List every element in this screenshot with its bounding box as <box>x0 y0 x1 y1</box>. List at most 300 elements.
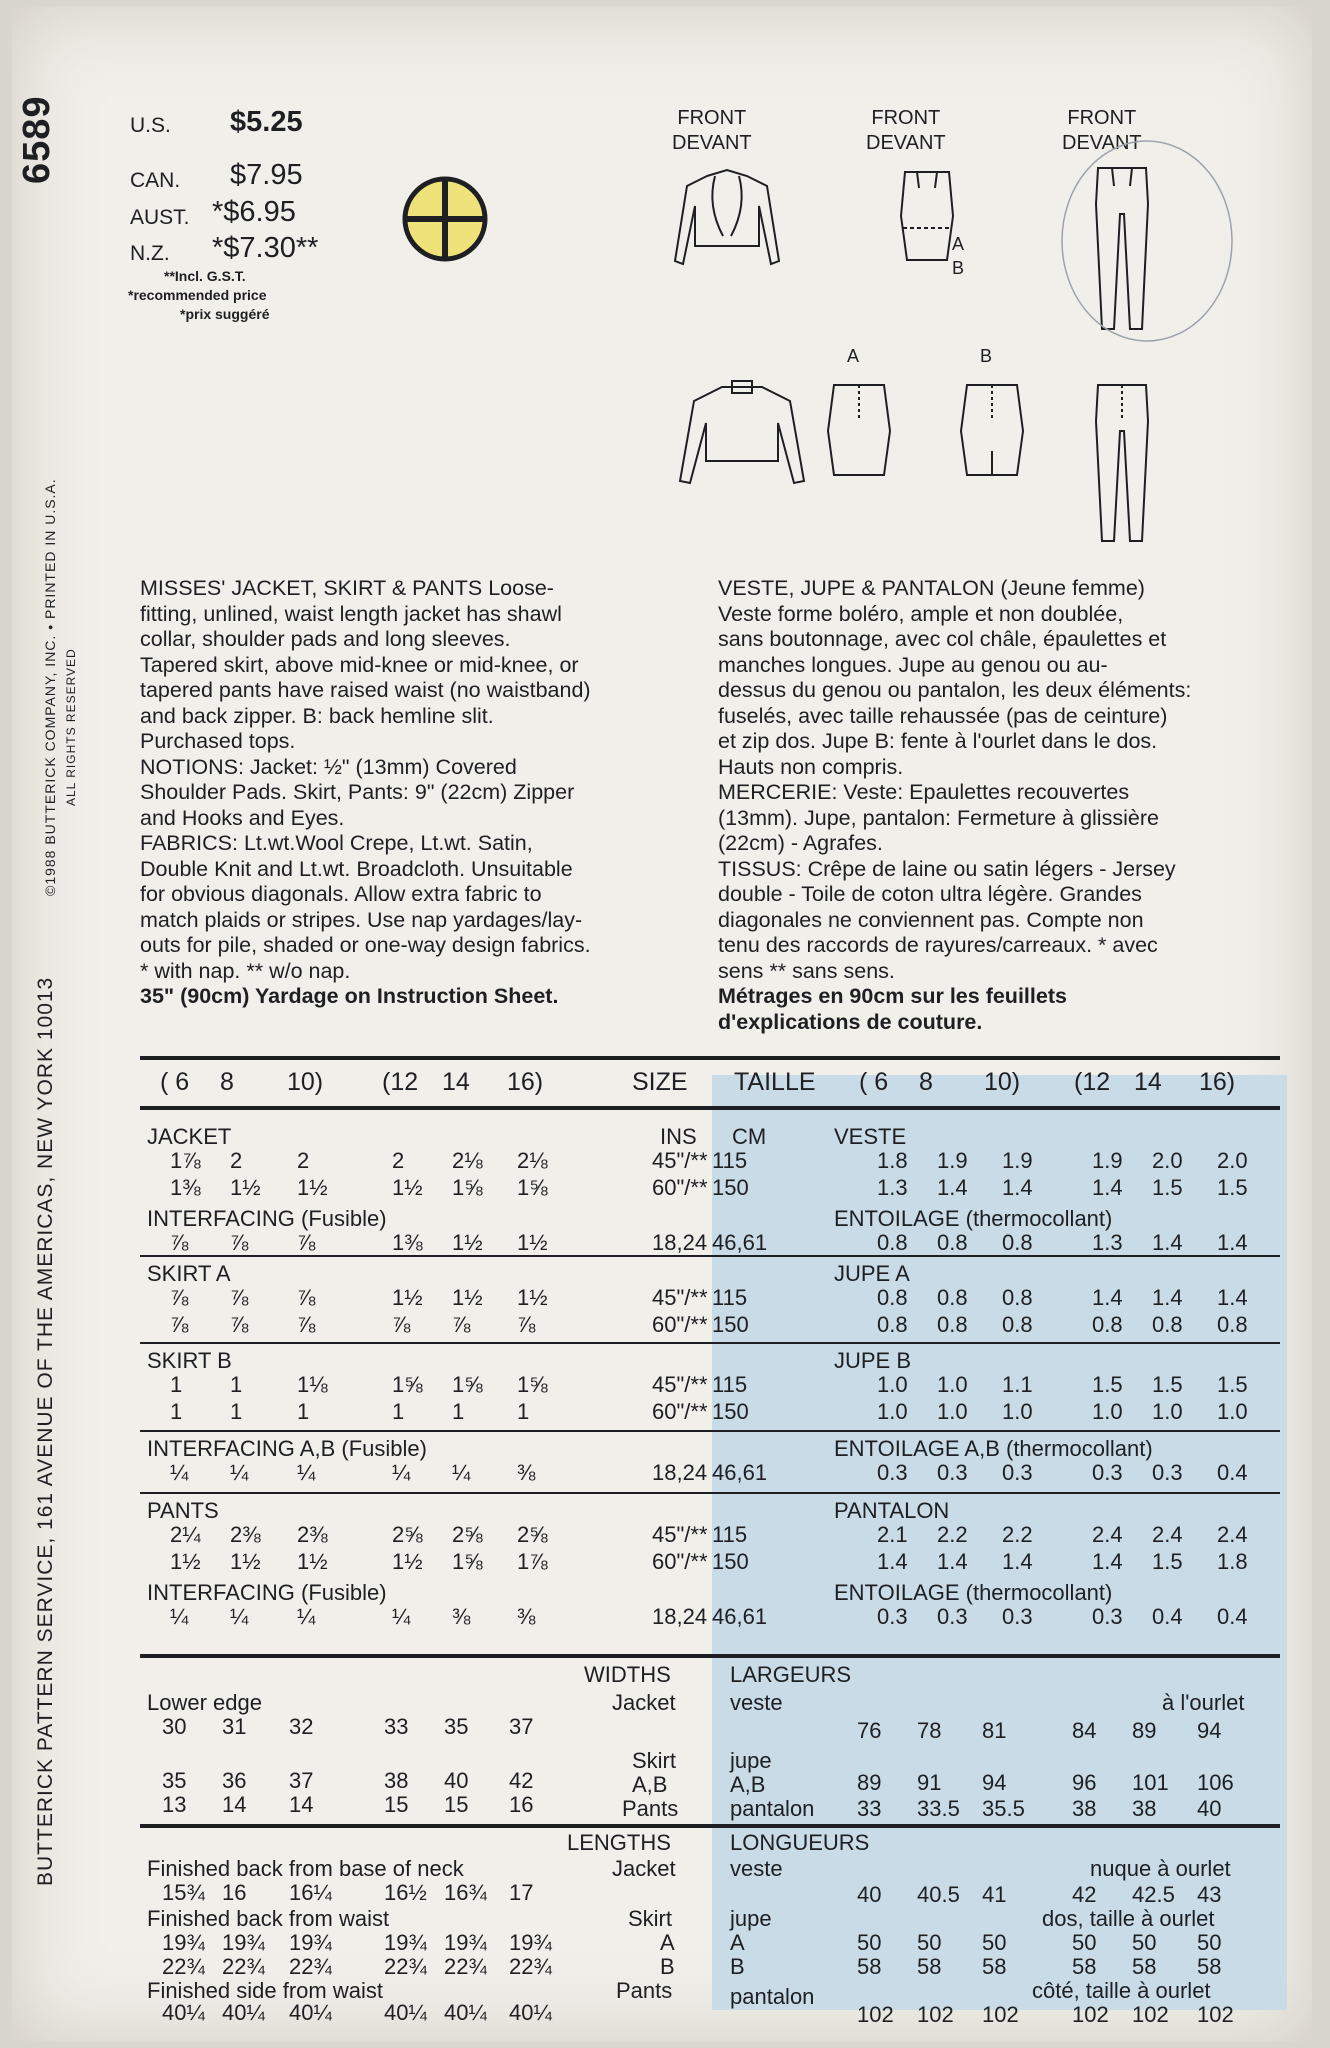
yardage-metric-value: 1.4 <box>1002 1549 1033 1574</box>
unit-cm: CM <box>732 1124 767 1149</box>
yardage-metric-value: 1.5 <box>1152 1549 1183 1574</box>
side-label-fr: côté, taille à ourlet <box>1032 1978 1211 2003</box>
yardage-us-value: ¼ <box>230 1604 249 1629</box>
yardage-us-value: 1⅜ <box>170 1175 201 1200</box>
width-jacket-in: 32 <box>289 1714 314 1739</box>
section-divider <box>140 1255 1280 1257</box>
width-jacket-in: 37 <box>509 1714 534 1739</box>
yardage-us-value: 2⅝ <box>392 1522 423 1547</box>
pencil-circle-mark <box>1057 136 1237 351</box>
yardage-metric-value: 1.9 <box>1092 1148 1123 1173</box>
width-pants-in: 14 <box>289 1792 314 1817</box>
waist-label-en: Finished back from waist <box>147 1906 390 1931</box>
size-header-us: ( 6 <box>160 1068 190 1096</box>
side-label-en: Finished side from waist <box>147 1978 383 2003</box>
section-label-en: INTERFACING A,B (Fusible) <box>147 1436 427 1461</box>
widths-jacket-en: Jacket <box>612 1690 676 1715</box>
fabric-width-in: 18,24 <box>652 1230 708 1255</box>
size-header-us: 14 <box>442 1068 470 1096</box>
fabric-width-cm: 115 <box>712 1372 748 1397</box>
width-skirt-in: 35 <box>162 1768 187 1793</box>
width-pants-in: 15 <box>384 1792 409 1817</box>
yardage-us-value: 1 <box>230 1399 243 1424</box>
yardage-metric-value: 0.3 <box>1152 1460 1183 1485</box>
pattern-envelope-back <box>12 6 1312 2042</box>
yardage-us-value: ⅞ <box>230 1312 249 1337</box>
fabric-width-cm: 115 <box>712 1148 748 1173</box>
section-label-fr: JUPE A <box>834 1261 910 1286</box>
yardage-us-value: 2⅛ <box>517 1148 548 1173</box>
yardage-us-value: 2 <box>297 1148 310 1173</box>
width-jacket-cm: 84 <box>1072 1718 1097 1743</box>
rights-line: ALL RIGHTS RESERVED <box>64 648 78 806</box>
section-label-fr: PANTALON <box>834 1498 950 1523</box>
yardage-us-value: 1⅝ <box>392 1372 423 1397</box>
yardage-metric-value: 0.8 <box>877 1312 908 1337</box>
width-jacket-cm: 89 <box>1132 1718 1157 1743</box>
lengths-jacket-fr: veste <box>730 1856 783 1881</box>
length-jacket-cm: 40 <box>857 1882 882 1907</box>
yardage-metric-value: 2.4 <box>1217 1522 1248 1547</box>
length-skirt-b-in: 22¾ <box>384 1954 427 1979</box>
section-label-fr: ENTOILAGE A,B (thermocollant) <box>834 1436 1153 1461</box>
length-a-label-fr: A <box>730 1930 745 1955</box>
widths-skirt-fr: jupe <box>730 1748 772 1773</box>
length-jacket-cm: 41 <box>982 1882 1007 1907</box>
yardage-us-value: ⅞ <box>230 1230 249 1255</box>
size-header-us: 8 <box>220 1068 234 1096</box>
yardage-metric-value: 2.4 <box>1152 1522 1183 1547</box>
yardage-us-value: 1⅞ <box>517 1549 548 1574</box>
yardage-metric-value: 1.4 <box>877 1549 908 1574</box>
publisher-address: BUTTERICK PATTERN SERVICE, 161 AVENUE OF THE AMERICAS, NEW YORK 10013 <box>34 976 57 1886</box>
width-jacket-in: 33 <box>384 1714 409 1739</box>
length-skirt-b-cm: 58 <box>1197 1954 1222 1979</box>
yardage-us-value: ⅞ <box>297 1285 316 1310</box>
yardage-us-value: 1½ <box>230 1175 261 1200</box>
yardage-metric-value: 0.8 <box>937 1312 968 1337</box>
section-label-en: SKIRT B <box>147 1348 232 1373</box>
width-skirt-cm: 106 <box>1197 1770 1234 1795</box>
fabric-width-in: 60"/** <box>652 1549 708 1574</box>
yardage-us-value: ⅜ <box>517 1460 536 1485</box>
yardage-us-value: 1½ <box>297 1549 328 1574</box>
yardage-metric-value: 2.2 <box>937 1522 968 1547</box>
widths-jacket-note: à l'ourlet <box>1162 1690 1245 1715</box>
section-label-en: JACKET <box>147 1124 232 1149</box>
yardage-us-value: 2⅜ <box>230 1522 261 1547</box>
yardage-metric-value: 0.8 <box>877 1230 908 1255</box>
section-divider <box>140 1342 1280 1344</box>
widths-title-fr: LARGEURS <box>730 1662 852 1687</box>
waist-label-fr: dos, taille à ourlet <box>1042 1906 1215 1931</box>
length-a-label: A <box>660 1930 675 1955</box>
section-label-en: PANTS <box>147 1498 219 1523</box>
width-jacket-cm: 81 <box>982 1718 1007 1743</box>
width-skirt-cm: 89 <box>857 1770 882 1795</box>
yardage-us-value: ⅞ <box>452 1312 471 1337</box>
section-label-en: INTERFACING (Fusible) <box>147 1206 387 1231</box>
yardage-us-value: ⅞ <box>517 1312 536 1337</box>
lengths-jacket-en: Jacket <box>612 1856 676 1881</box>
section-divider <box>140 1492 1280 1494</box>
lengths-title-fr: LONGUEURS <box>730 1830 870 1855</box>
yardage-metric-value: 1.3 <box>877 1175 908 1200</box>
width-skirt-cm: 91 <box>917 1770 942 1795</box>
yardage-us-value: ¼ <box>170 1604 189 1629</box>
size-header-us: 10) <box>287 1068 324 1096</box>
yardage-metric-value: 1.8 <box>877 1148 908 1173</box>
length-pants-in: 40¼ <box>222 2000 265 2025</box>
size-header-us: (12 <box>382 1068 419 1096</box>
yardage-us-value: 1 <box>230 1372 243 1397</box>
yardage-us-value: 1 <box>452 1399 465 1424</box>
length-pants-in: 40¼ <box>162 2000 205 2025</box>
yardage-us-value: ⅞ <box>170 1285 189 1310</box>
yardage-metric-value: 1.0 <box>1217 1399 1248 1424</box>
yardage-us-value: 1⅛ <box>297 1372 328 1397</box>
description-french: VESTE, JUPE & PANTALON (Jeune femme) Veste forme boléro, ample et non doublée, sans boutonnage, avec col châle, épaulettes et manches longues. Jupe au genou ou au- dessus du genou ou pantalon, les deux éléments: fuselés, avec taille rehaussée (pas de ceinture) et zip dos. Jupe B: fente à l'ourlet dans le dos. Hauts non compris. MERCERIE: Veste: Epaulettes recouvertes (13mm). Jupe, pantalon: Fermeture à glissière (22cm) - Agrafes. TISSUS: Crêpe de laine ou satin légers - Jersey double - Toile de coton ultra légère. Grandes diagonales ne conviennent pas. Compte non tenu des raccords de rayures/carreaux. * avec sens ** sans sens. Métrages en 90cm sur les feuillets d'explications de couture. <box>718 576 1192 1034</box>
length-skirt-b-in: 22¾ <box>289 1954 332 1979</box>
yardage-metric-value: 1.4 <box>937 1175 968 1200</box>
yardage-us-value: ⅞ <box>297 1230 316 1255</box>
price-note-suggere: *prix suggéré <box>180 306 270 322</box>
yardage-metric-value: 1.4 <box>1092 1549 1123 1574</box>
length-pants-in: 40¼ <box>509 2000 552 2025</box>
easy-symbol-icon <box>400 174 490 269</box>
yardage-us-value: 1½ <box>230 1549 261 1574</box>
fabric-width-cm: 46,61 <box>712 1230 768 1255</box>
length-pants-cm: 102 <box>1072 2002 1109 2027</box>
length-skirt-a-in: 19¾ <box>444 1930 487 1955</box>
yardage-us-value: 2 <box>392 1148 405 1173</box>
size-header-fr: 16) <box>1199 1068 1236 1096</box>
widths-title-en: WIDTHS <box>584 1662 671 1687</box>
skirt-label-b-back: B <box>980 346 993 366</box>
yardage-us-value: 2 <box>230 1148 243 1173</box>
width-pants-in: 14 <box>222 1792 247 1817</box>
widths-skirt-en2: A,B <box>632 1772 668 1797</box>
length-skirt-b-in: 22¾ <box>222 1954 265 1979</box>
yardage-metric-value: 1.0 <box>877 1399 908 1424</box>
width-pants-cm: 38 <box>1132 1796 1157 1821</box>
yardage-metric-value: 0.3 <box>937 1604 968 1629</box>
price-note-gst: **Incl. G.S.T. <box>164 268 246 284</box>
yardage-us-value: ¼ <box>452 1460 471 1485</box>
yardage-us-value: ⅞ <box>297 1312 316 1337</box>
fabric-width-cm: 115 <box>712 1522 748 1547</box>
yardage-metric-value: 0.8 <box>1217 1312 1248 1337</box>
yardage-metric-value: 1.0 <box>1152 1399 1183 1424</box>
yardage-us-value: ⅜ <box>517 1604 536 1629</box>
front-label-pants: FRONT DEVANT <box>1062 107 1142 154</box>
yardage-metric-value: 1.9 <box>1002 1148 1033 1173</box>
length-skirt-b-in: 22¾ <box>444 1954 487 1979</box>
pattern-number: 6589 <box>16 95 58 184</box>
length-pants-in: 40¼ <box>444 2000 487 2025</box>
widths-pants-en: Pants <box>622 1796 679 1821</box>
section-label-en: INTERFACING (Fusible) <box>147 1580 387 1605</box>
length-b-label: B <box>660 1954 675 1979</box>
yardage-metric-value: 0.8 <box>1152 1312 1183 1337</box>
yardage-metric-value: 1.3 <box>1092 1230 1123 1255</box>
length-skirt-a-in: 19¾ <box>289 1930 332 1955</box>
fabric-width-in: 60"/** <box>652 1399 708 1424</box>
yardage-us-value: ¼ <box>170 1460 189 1485</box>
fabric-width-in: 45"/** <box>652 1522 708 1547</box>
yardage-us-value: ⅞ <box>170 1230 189 1255</box>
width-pants-cm: 35.5 <box>982 1796 1025 1821</box>
unit-ins: INS <box>660 1124 697 1149</box>
yardage-metric-value: 1.4 <box>1152 1285 1183 1310</box>
yardage-metric-value: 2.1 <box>877 1522 908 1547</box>
yardage-metric-value: 1.4 <box>1217 1230 1248 1255</box>
width-pants-in: 16 <box>509 1792 534 1817</box>
yardage-us-value: ⅞ <box>170 1312 189 1337</box>
fabric-width-cm: 115 <box>712 1285 748 1310</box>
yardage-us-value: 1 <box>297 1399 310 1424</box>
fabric-width-cm: 150 <box>712 1312 749 1337</box>
yardage-us-value: 2¼ <box>170 1522 201 1547</box>
length-jacket-cm: 42.5 <box>1132 1882 1175 1907</box>
yardage-metric-value: 1.4 <box>1217 1285 1248 1310</box>
neck-label-fr: nuque à ourlet <box>1090 1856 1231 1881</box>
width-pants-in: 15 <box>444 1792 469 1817</box>
yardage-us-value: 1½ <box>392 1285 423 1310</box>
yardage-us-value: 2⅝ <box>452 1522 483 1547</box>
width-skirt-in: 36 <box>222 1768 247 1793</box>
width-skirt-cm: 94 <box>982 1770 1007 1795</box>
length-skirt-b-in: 22¾ <box>162 1954 205 1979</box>
yardage-metric-value: 2.4 <box>1092 1522 1123 1547</box>
lengths-rule <box>140 1824 1280 1828</box>
yardage-us-value: ¼ <box>230 1460 249 1485</box>
fabric-width-cm: 150 <box>712 1549 749 1574</box>
yardage-metric-value: 1.0 <box>937 1372 968 1397</box>
neck-label-en: Finished back from base of neck <box>147 1856 464 1881</box>
jacket-front-drawing <box>667 166 787 291</box>
width-jacket-in: 31 <box>222 1714 247 1739</box>
yardage-us-value: 1⅞ <box>170 1148 201 1173</box>
yardage-us-value: 2⅝ <box>517 1522 548 1547</box>
lengths-pants-en: Pants <box>616 1978 673 2003</box>
table-top-rule <box>140 1056 1280 1060</box>
lower-edge-label: Lower edge <box>147 1690 262 1715</box>
table-header-rule <box>140 1106 1280 1110</box>
section-label-fr: ENTOILAGE (thermocollant) <box>834 1206 1113 1231</box>
width-pants-cm: 33 <box>857 1796 882 1821</box>
section-label-en: SKIRT A <box>147 1261 231 1286</box>
yardage-metric-value: 0.3 <box>1092 1460 1123 1485</box>
yardage-metric-value: 1.4 <box>1092 1285 1123 1310</box>
skirt-a-back-drawing <box>824 381 894 486</box>
widths-skirt-en: Skirt <box>632 1748 676 1773</box>
yardage-metric-value: 0.8 <box>877 1285 908 1310</box>
skirt-b-back-drawing <box>957 381 1027 486</box>
yardage-metric-value: 1.5 <box>1152 1372 1183 1397</box>
width-pants-cm: 33.5 <box>917 1796 960 1821</box>
yardage-us-value: 1 <box>170 1372 183 1397</box>
length-skirt-a-in: 19¾ <box>509 1930 552 1955</box>
width-jacket-in: 35 <box>444 1714 469 1739</box>
yardage-metric-value: 1.0 <box>877 1372 908 1397</box>
length-skirt-b-cm: 58 <box>917 1954 942 1979</box>
front-label-jacket: FRONT DEVANT <box>672 107 752 154</box>
yardage-metric-value: 0.8 <box>937 1230 968 1255</box>
yardage-us-value: 1⅝ <box>452 1372 483 1397</box>
yardage-us-value: 1½ <box>517 1285 548 1310</box>
widths-pants-fr: pantalon <box>730 1796 815 1821</box>
taille-label: TAILLE <box>734 1068 816 1096</box>
yardage-metric-value: 0.8 <box>1002 1312 1033 1337</box>
skirt-label-a-back: A <box>847 346 860 366</box>
section-label-fr: VESTE <box>834 1124 907 1149</box>
width-jacket-cm: 94 <box>1197 1718 1222 1743</box>
yardage-us-value: 1½ <box>452 1285 483 1310</box>
price-note-recommended: *recommended price <box>128 287 267 303</box>
section-divider <box>140 1430 1280 1432</box>
width-skirt-in: 37 <box>289 1768 314 1793</box>
width-skirt-cm: 101 <box>1132 1770 1169 1795</box>
yardage-metric-value: 1.0 <box>937 1399 968 1424</box>
length-skirt-a-cm: 50 <box>1072 1930 1097 1955</box>
fabric-width-in: 45"/** <box>652 1372 708 1397</box>
yardage-metric-value: 0.8 <box>1002 1285 1033 1310</box>
width-skirt-in: 40 <box>444 1768 469 1793</box>
length-skirt-a-in: 19¾ <box>162 1930 205 1955</box>
size-header-fr: 10) <box>984 1068 1021 1096</box>
yardage-us-value: ¼ <box>392 1604 411 1629</box>
yardage-us-value: ¼ <box>297 1604 316 1629</box>
yardage-metric-value: 0.4 <box>1152 1604 1183 1629</box>
length-jacket-in: 16¼ <box>289 1880 332 1905</box>
length-skirt-b-in: 22¾ <box>509 1954 552 1979</box>
yardage-us-value: ¼ <box>392 1460 411 1485</box>
price-label-aust: AUST. <box>130 206 190 229</box>
length-jacket-in: 16¾ <box>444 1880 487 1905</box>
length-skirt-a-cm: 50 <box>857 1930 882 1955</box>
section-label-fr: JUPE B <box>834 1348 912 1373</box>
yardage-metric-value: 0.8 <box>1002 1230 1033 1255</box>
width-skirt-cm: 96 <box>1072 1770 1097 1795</box>
yardage-metric-value: 0.4 <box>1217 1604 1248 1629</box>
length-pants-cm: 102 <box>917 2002 954 2027</box>
lengths-skirt-fr: jupe <box>730 1906 772 1931</box>
length-jacket-in: 16 <box>222 1880 247 1905</box>
yardage-us-value: 1⅝ <box>452 1175 483 1200</box>
length-skirt-a-cm: 50 <box>1197 1930 1222 1955</box>
price-value-aust: *$6.95 <box>212 196 296 228</box>
size-header-us: 16) <box>507 1068 544 1096</box>
fabric-width-cm: 46,61 <box>712 1460 768 1485</box>
yardage-metric-value: 1.0 <box>1092 1399 1123 1424</box>
yardage-us-value: 1⅝ <box>452 1549 483 1574</box>
size-header-fr: 14 <box>1134 1068 1162 1096</box>
length-skirt-b-cm: 58 <box>857 1954 882 1979</box>
length-jacket-cm: 42 <box>1072 1882 1097 1907</box>
yardage-metric-value: 0.3 <box>1002 1460 1033 1485</box>
fabric-width-cm: 150 <box>712 1399 749 1424</box>
price-value-can: $7.95 <box>230 159 303 191</box>
length-skirt-a-cm: 50 <box>1132 1930 1157 1955</box>
yardage-us-value: 2⅛ <box>452 1148 483 1173</box>
yardage-metric-value: 2.2 <box>1002 1522 1033 1547</box>
yardage-us-value: ⅞ <box>230 1285 249 1310</box>
price-label-nz: N.Z. <box>130 242 170 265</box>
skirt-label-b-front: B <box>952 258 965 278</box>
yardage-metric-value: 1.4 <box>1152 1230 1183 1255</box>
size-header-fr: (12 <box>1074 1068 1111 1096</box>
fabric-width-cm: 46,61 <box>712 1604 768 1629</box>
width-pants-cm: 40 <box>1197 1796 1222 1821</box>
yardage-metric-value: 1.5 <box>1092 1372 1123 1397</box>
fabric-width-in: 18,24 <box>652 1460 708 1485</box>
width-jacket-cm: 78 <box>917 1718 942 1743</box>
widths-jacket-fr: veste <box>730 1690 783 1715</box>
yardage-metric-value: 0.3 <box>1092 1604 1123 1629</box>
yardage-us-value: 1 <box>392 1399 405 1424</box>
size-label: SIZE <box>632 1068 688 1096</box>
fabric-width-in: 45"/** <box>652 1148 708 1173</box>
yardage-metric-value: 1.4 <box>1092 1175 1123 1200</box>
yardage-metric-value: 0.3 <box>937 1460 968 1485</box>
yardage-us-value: ⅞ <box>392 1312 411 1337</box>
yardage-metric-value: 0.8 <box>937 1285 968 1310</box>
yardage-metric-value: 1.5 <box>1217 1372 1248 1397</box>
length-pants-cm: 102 <box>982 2002 1019 2027</box>
yardage-us-value: 1⅝ <box>517 1175 548 1200</box>
fabric-width-in: 60"/** <box>652 1312 708 1337</box>
length-skirt-a-in: 19¾ <box>222 1930 265 1955</box>
fabric-width-in: 45"/** <box>652 1285 708 1310</box>
fabric-width-in: 60"/** <box>652 1175 708 1200</box>
length-jacket-cm: 40.5 <box>917 1882 960 1907</box>
skirt-label-a-front: A <box>952 234 965 254</box>
yardage-metric-value: 0.8 <box>1092 1312 1123 1337</box>
yardage-metric-value: 2.0 <box>1152 1148 1183 1173</box>
yardage-us-value: 1½ <box>170 1549 201 1574</box>
yardage-metric-value: 0.3 <box>877 1460 908 1485</box>
yardage-metric-value: 0.3 <box>1002 1604 1033 1629</box>
yardage-metric-value: 1.1 <box>1002 1372 1033 1397</box>
yardage-us-value: 1½ <box>392 1175 423 1200</box>
length-skirt-a-cm: 50 <box>982 1930 1007 1955</box>
length-skirt-b-cm: 58 <box>1132 1954 1157 1979</box>
width-skirt-in: 38 <box>384 1768 409 1793</box>
size-header-fr: 8 <box>919 1068 933 1096</box>
yardage-metric-value: 2.0 <box>1217 1148 1248 1173</box>
skirt-front-drawing <box>897 166 957 271</box>
width-jacket-in: 30 <box>162 1714 187 1739</box>
section-label-fr: ENTOILAGE (thermocollant) <box>834 1580 1113 1605</box>
yardage-us-value: 1⅝ <box>517 1372 548 1397</box>
yardage-metric-value: 1.4 <box>1002 1175 1033 1200</box>
length-pants-cm: 102 <box>1132 2002 1169 2027</box>
yardage-us-value: ¼ <box>297 1460 316 1485</box>
yardage-metric-value: 1.4 <box>937 1549 968 1574</box>
yardage-metric-value: 1.5 <box>1152 1175 1183 1200</box>
yardage-us-value: 1½ <box>517 1230 548 1255</box>
length-jacket-in: 17 <box>509 1880 534 1905</box>
length-jacket-in: 16½ <box>384 1880 427 1905</box>
length-skirt-a-in: 19¾ <box>384 1930 427 1955</box>
lengths-skirt-en: Skirt <box>628 1906 672 1931</box>
lengths-pants-fr: pantalon <box>730 1984 815 2009</box>
yardage-metric-value: 1.5 <box>1217 1175 1248 1200</box>
length-b-label-fr: B <box>730 1954 745 1979</box>
front-label-skirt: FRONT DEVANT <box>866 107 946 154</box>
pants-back-drawing <box>1092 381 1152 551</box>
